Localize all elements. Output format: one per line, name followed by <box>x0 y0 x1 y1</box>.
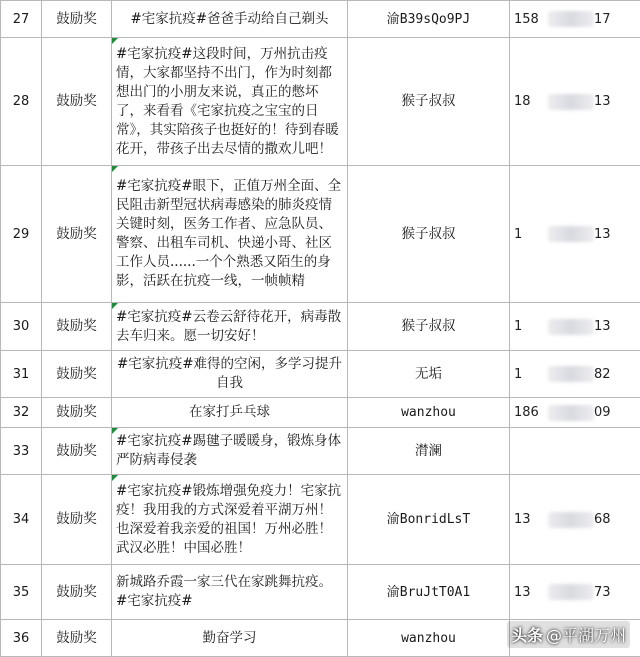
row-number: 30 <box>1 303 42 351</box>
row-number: 33 <box>1 428 42 475</box>
entry-content: #宅家抗疫#爸爸手动给自己剃头 <box>112 1 348 38</box>
table-row <box>1 428 640 475</box>
row-number: 29 <box>1 166 42 303</box>
phone-suffix: 73 <box>594 583 611 602</box>
table-row <box>1 166 640 303</box>
row-number: 32 <box>1 398 42 428</box>
phone-blur-mask <box>548 11 594 27</box>
phone-number <box>510 303 640 351</box>
nickname: wanzhou <box>348 620 510 657</box>
table-row <box>1 565 640 620</box>
phone-number <box>510 1 640 38</box>
row-number: 31 <box>1 351 42 398</box>
nickname: 渝BonridLsT <box>348 475 510 565</box>
phone-prefix: 1 <box>514 367 522 382</box>
award-level: 鼓励奖 <box>42 565 112 620</box>
row-number: 27 <box>1 1 42 38</box>
phone-number <box>510 166 640 303</box>
phone-prefix: 1 <box>514 227 522 242</box>
entry-content: #宅家抗疫#这段时间，万州抗击疫情，大家都坚持不出门，作为时刻都想出门的小朋友来说，真正的憋坏了，来看看《宅家抗疫之宝宝的日常》，其实陪孩子也挺好的！待到春暖花开，带孩子出去尽情的撒欢儿吧！ <box>112 38 348 166</box>
table-row <box>1 475 640 565</box>
phone-number <box>510 38 640 166</box>
entry-content: #宅家抗疫#眼下，正值万州全面、全民阻击新型冠状病毒感染的肺炎疫情关键时刻，医务工作者、应急队员、警察、出租车司机、快递小哥、社区工作人员......一个个熟悉又陌生的身影，活跃在抗疫一线，一帧帧精 <box>112 166 348 303</box>
phone-prefix: 1 <box>514 319 522 334</box>
phone-number <box>510 398 640 428</box>
phone-prefix: 186 <box>514 405 539 420</box>
phone-prefix: 158 <box>514 12 539 27</box>
nickname: 潸澜 <box>348 428 510 475</box>
phone-suffix: 68 <box>594 510 611 529</box>
entry-content: 新城路乔霞一家三代在家跳舞抗疫。#宅家抗疫# <box>112 565 348 620</box>
phone-prefix: 18 <box>514 94 531 109</box>
phone-blur-mask <box>548 319 594 335</box>
phone-blur-mask <box>548 366 594 382</box>
phone-number <box>510 565 640 620</box>
row-number: 36 <box>1 620 42 657</box>
award-level: 鼓励奖 <box>42 38 112 166</box>
nickname: 猴子叔叔 <box>348 166 510 303</box>
nickname: 渝B39sQo9PJ <box>348 1 510 38</box>
toutiao-logo-text: 头条 <box>511 623 543 646</box>
phone-number <box>510 428 640 475</box>
phone-prefix: 13 <box>514 585 531 600</box>
entry-content: #宅家抗疫#锻炼增强免疫力！宅家抗疫！我用我的方式深爱着平湖万州！也深爱着我亲爱的祖国！万州必胜！武汉必胜！中国必胜！ <box>112 475 348 565</box>
nickname: wanzhou <box>348 398 510 428</box>
award-level: 鼓励奖 <box>42 475 112 565</box>
award-level: 鼓励奖 <box>42 398 112 428</box>
phone-prefix: 13 <box>514 512 531 527</box>
award-level: 鼓励奖 <box>42 351 112 398</box>
table-row <box>1 398 640 428</box>
entry-content: #宅家抗疫#难得的空闲，多学习提升自我 <box>112 351 348 398</box>
table-row <box>1 1 640 38</box>
phone-blur-mask <box>548 94 594 110</box>
nickname: 渝BruJtT0A1 <box>348 565 510 620</box>
phone-suffix: 13 <box>594 317 611 336</box>
entry-content: #宅家抗疫#云卷云舒待花开，病毒散去车归来。愿一切安好！ <box>112 303 348 351</box>
row-number: 35 <box>1 565 42 620</box>
table-row <box>1 38 640 166</box>
entry-content: #宅家抗疫#踢毽子暖暖身，锻炼身体严防病毒侵袭 <box>112 428 348 475</box>
phone-blur-mask <box>548 512 594 528</box>
phone-suffix: 82 <box>594 365 611 384</box>
row-number: 34 <box>1 475 42 565</box>
phone-number <box>510 351 640 398</box>
entry-content: 在家打乒乓球 <box>112 398 348 428</box>
phone-blur-mask <box>548 226 594 242</box>
phone-suffix: 17 <box>594 10 611 29</box>
phone-suffix: 09 <box>594 403 611 422</box>
nickname: 猴子叔叔 <box>348 303 510 351</box>
toutiao-watermark <box>507 621 630 648</box>
award-level: 鼓励奖 <box>42 620 112 657</box>
phone-suffix: 13 <box>594 92 611 111</box>
table-row <box>1 303 640 351</box>
award-level: 鼓励奖 <box>42 303 112 351</box>
phone-blur-mask <box>548 584 594 600</box>
phone-blur-mask <box>548 405 594 421</box>
phone-number <box>510 475 640 565</box>
nickname: 无垢 <box>348 351 510 398</box>
table-row <box>1 351 640 398</box>
phone-suffix: 13 <box>594 225 611 244</box>
watermark-handle: @平湖万州 <box>546 623 626 646</box>
award-level: 鼓励奖 <box>42 166 112 303</box>
entry-content: 勤奋学习 <box>112 620 348 657</box>
award-level: 鼓励奖 <box>42 1 112 38</box>
row-number: 28 <box>1 38 42 166</box>
award-level: 鼓励奖 <box>42 428 112 475</box>
nickname: 猴子叔叔 <box>348 38 510 166</box>
